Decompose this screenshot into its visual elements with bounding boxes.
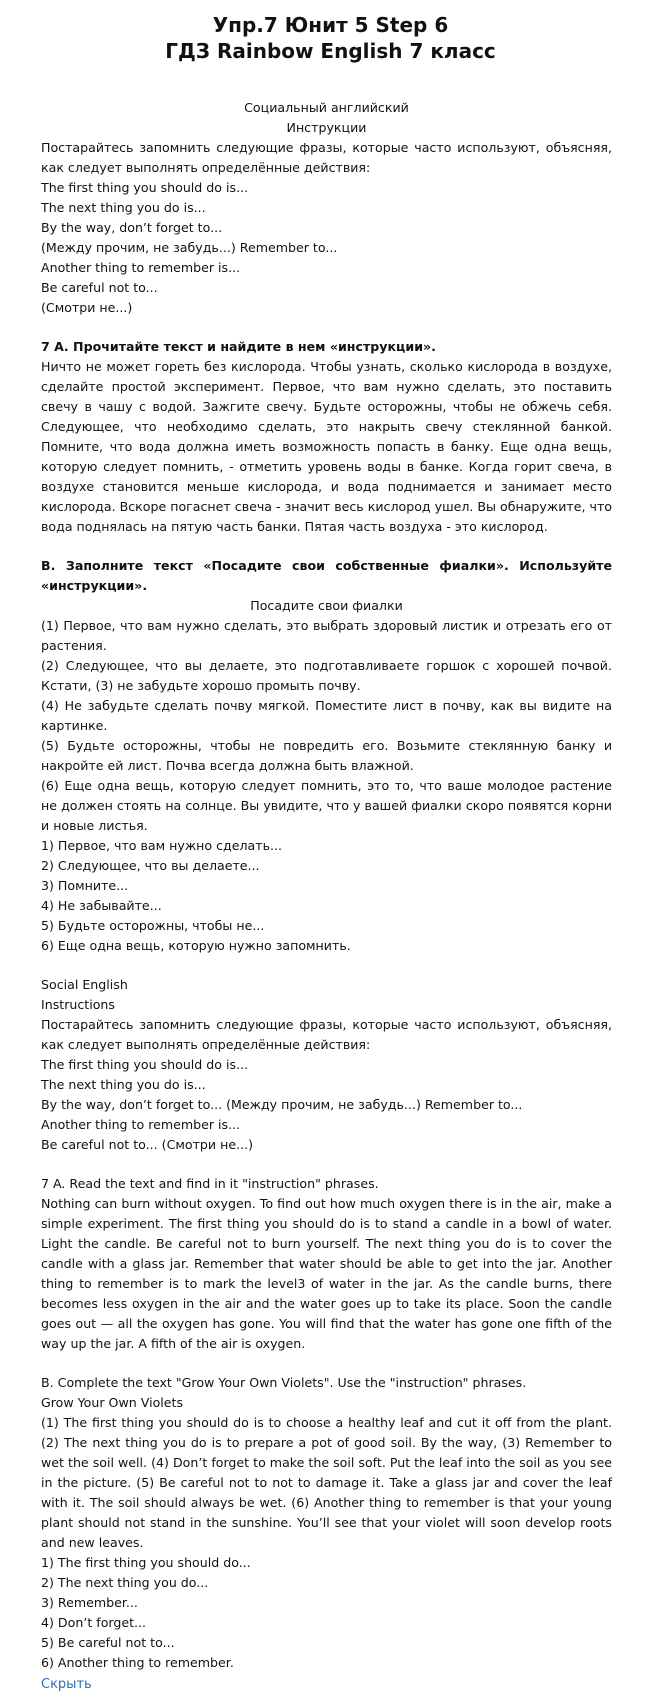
en-task-b-title: B. Complete the text "Grow Your Own Violets". Use the "instruction" phrases. (41, 1375, 527, 1390)
ru-task-b-paragraph: (2) Следующее, что вы делаете, это подготавливаете горшок с хорошей почвой. Кстати, (3) не забудьте хорошо промыть почву. (41, 658, 612, 693)
ru-task-b-paragraph: (4) Не забудьте сделать почву мягкой. Поместите лист в почву, как вы видите на картинке. (41, 698, 612, 733)
ru-task-a-title: 7 А. Прочитайте текст и найдите в нем «инструкции». (41, 339, 436, 354)
ru-section-subtitle: Инструкции (286, 120, 367, 135)
ru-phrase: (Между прочим, не забудь...) Remember to... (41, 240, 338, 255)
ru-phrase: The first thing you should do is... (41, 180, 249, 195)
en-task-b-list-item: 6) Another thing to remember. (41, 1655, 234, 1670)
ru-phrase: By the way, don’t forget to... (41, 220, 223, 235)
en-task-b-list-item: 1) The first thing you should do... (41, 1555, 251, 1570)
ru-task-b-paragraph: (6) Еще одна вещь, которую следует помнить, это то, что ваше молодое растение не должен стоять на солнце. Вы увидите, что у вашей фиалки скоро появятся корни и новые листья. (41, 778, 612, 833)
en-task-b-subtitle: Grow Your Own Violets (41, 1395, 184, 1410)
hide-link[interactable]: Скрыть (41, 1677, 92, 1692)
ru-task-b-list-item: 4) Не забывайте... (41, 898, 162, 913)
spacer (41, 1354, 612, 1373)
en-phrase: Be careful not to... (Смотри не...) (41, 1137, 253, 1152)
ru-section (41, 98, 612, 956)
page-title (41, 12, 612, 64)
spacer (41, 1155, 612, 1174)
ru-phrase: Be careful not to... (41, 280, 158, 295)
ru-task-b-list-item: 6) Еще одна вещь, которую нужно запомнить. (41, 938, 351, 953)
en-section (41, 975, 612, 1673)
page-title-line-2: ГДЗ Rainbow English 7 класс (165, 39, 496, 63)
en-phrase: By the way, don’t forget to... (Между прочим, не забудь...) Remember to... (41, 1097, 523, 1112)
en-intro: Постарайтесь запомнить следующие фразы, которые часто используют, объясняя, как следует выполнять определённые действия: (41, 1017, 612, 1052)
ru-task-a-text: Ничто не может гореть без кислорода. Чтобы узнать, сколько кислорода в воздухе, сделайте простой эксперимент. Первое, что вам нужно сделать, это поставить свечу в чашу с водой. Зажгите свечу. Будьте осторожны, чтобы не обжечь себя. Следующее, что необходимо сделать, это накрыть свечу стеклянной банкой. Помните, что вода должна иметь возможность попасть в банку. Еще одна вещь, которую следует помнить, - отметить уровень воды в банке. Когда горит свеча, в воздухе становится меньше кислорода, и вода поднимается и занимает место кислорода. Вскоре погаснет свеча - значит весь кислород ушел. Вы обнаружите, что вода поднялась на пятую часть банки. Пятая часть воздуха - это кислород. (41, 359, 612, 534)
ru-task-b-list-item: 2) Следующее, что вы делаете... (41, 858, 260, 873)
ru-task-b-title: В. Заполните текст «Посадите свои собственные фиалки». Используйте «инструкции». (41, 558, 612, 593)
ru-phrase: Another thing to remember is... (41, 260, 241, 275)
ru-task-b-list-item: 3) Помните... (41, 878, 129, 893)
en-task-a-text: Nothing can burn without oxygen. To find out how much oxygen there is in the air, make a simple experiment. The first thing you should do is to stand a candle in a bowl of water. Light the candle. Be careful not to burn yourself. The next thing you do is to cover the candle with a glass jar. Remember that water should be able to get into the jar. Another thing to remember is to mark the level3 of water in the jar. As the candle burns, there becomes less oxygen in the air and the water goes up to take its place. Soon the candle goes out — all the oxygen has gone. You will find that the water has gone one fifth of the way up the jar. A fifth of the air is oxygen. (41, 1196, 612, 1351)
en-task-b-list-item: 3) Remember... (41, 1595, 138, 1610)
ru-task-b-paragraph: (5) Будьте осторожны, чтобы не повредить его. Возьмите стеклянную банку и накройте ей лист. Почва всегда должна быть влажной. (41, 738, 612, 773)
ru-task-b-paragraph: (1) Первое, что вам нужно сделать, это выбрать здоровый листик и отрезать его от растения. (41, 618, 612, 653)
en-task-b-list-item: 4) Don’t forget... (41, 1615, 147, 1630)
en-phrase: Another thing to remember is... (41, 1117, 241, 1132)
ru-task-b-list-item: 5) Будьте осторожны, чтобы не... (41, 918, 265, 933)
en-task-b-list-item: 2) The next thing you do... (41, 1575, 209, 1590)
spacer (41, 537, 612, 556)
en-task-a-title: 7 A. Read the text and find in it "instruction" phrases. (41, 1176, 379, 1191)
en-phrase: The first thing you should do is... (41, 1057, 249, 1072)
en-section-subtitle: Instructions (41, 997, 115, 1012)
ru-phrase: The next thing you do is... (41, 200, 206, 215)
spacer (41, 318, 612, 337)
ru-task-b-subtitle: Посадите свои фиалки (250, 598, 403, 613)
ru-intro: Постарайтесь запомнить следующие фразы, которые часто используют, объясняя, как следует выполнять определённые действия: (41, 140, 612, 175)
en-phrase: The next thing you do is... (41, 1077, 206, 1092)
en-section-title: Social English (41, 977, 128, 992)
ru-task-b-list-item: 1) Первое, что вам нужно сделать... (41, 838, 283, 853)
ru-phrase: (Смотри не...) (41, 300, 133, 315)
ru-section-title: Социальный английский (244, 100, 409, 115)
page-title-line-1: Упр.7 Юнит 5 Step 6 (212, 13, 449, 37)
en-task-b-list-item: 5) Be careful not to... (41, 1635, 175, 1650)
spacer (41, 956, 612, 975)
en-task-b-text: (1) The first thing you should do is to choose a healthy leaf and cut it off from the plant. (2) The next thing you do is to prepare a pot of good soil. By the way, (3) Remember to wet the soil well. (4) Don’t forget to make the soil soft. Put the leaf into the soil as you see in the picture. (5) Be careful not to not to damage it. Take a glass jar and cover the leaf with it. The soil should always be wet. (6) Another thing to remember is that your young plant should not stand in the sunshine. You’ll see that your violet will soon develop roots and new leaves. (41, 1415, 612, 1550)
